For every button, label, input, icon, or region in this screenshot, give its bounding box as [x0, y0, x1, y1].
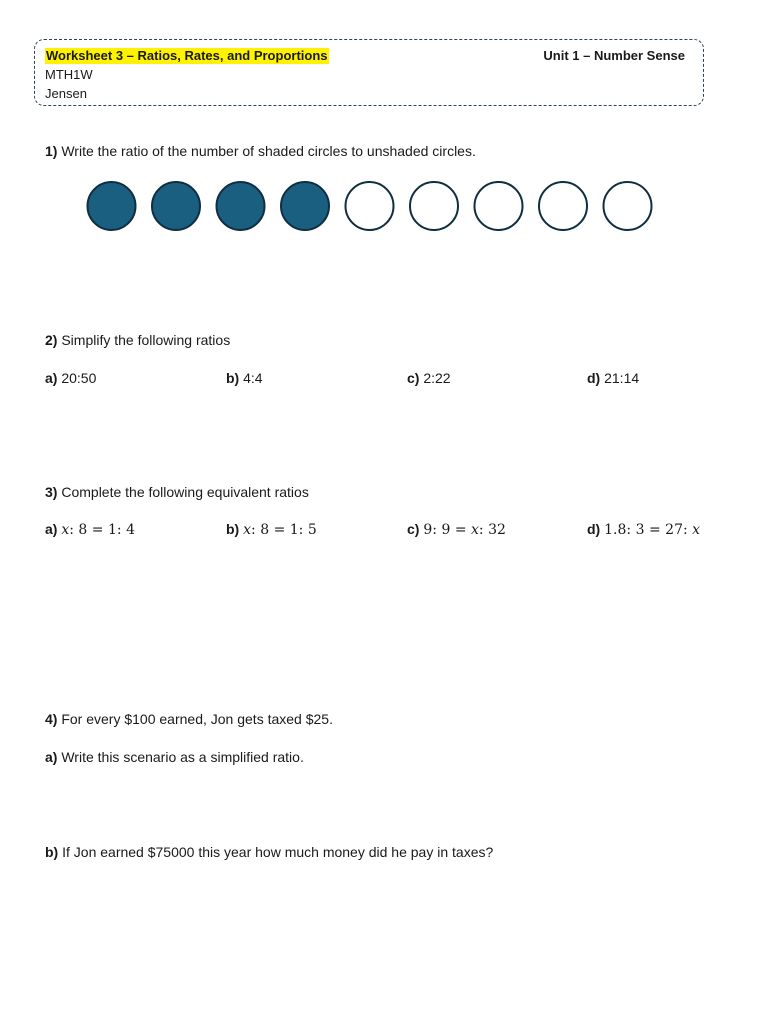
q2-part-b-label: b)	[226, 370, 240, 386]
q3-part-a	[45, 520, 135, 539]
question-2-parts	[45, 369, 725, 389]
question-4b	[45, 843, 493, 861]
q3-part-d-label: d)	[587, 521, 601, 537]
unit-label: Unit 1 – Number Sense	[543, 48, 685, 63]
question-4-number: 4)	[45, 711, 58, 727]
q2-part-c-label: c)	[407, 370, 420, 386]
shaded-circle	[88, 182, 136, 230]
question-4a	[45, 748, 304, 766]
question-3-text: Complete the following equivalent ratios	[61, 484, 309, 500]
unshaded-circle	[604, 182, 652, 230]
question-4b-text: If Jon earned $75000 this year how much money did he pay in taxes?	[62, 844, 494, 860]
q3-part-c	[407, 520, 506, 539]
unshaded-circle	[346, 182, 394, 230]
q2-part-c-value: 2:22	[423, 370, 451, 386]
shaded-circle	[217, 182, 265, 230]
shaded-circle	[281, 182, 329, 230]
q3-part-b-equation: x: 8 = 1: 5	[243, 522, 317, 538]
q2-part-d	[587, 369, 639, 387]
circle-row	[86, 180, 666, 234]
unshaded-circle	[539, 182, 587, 230]
worksheet-header	[34, 39, 704, 106]
q3-part-b	[226, 520, 317, 539]
q2-part-a-value: 20:50	[61, 370, 97, 386]
q2-part-a	[45, 369, 96, 387]
unshaded-circle	[475, 182, 523, 230]
question-4-text: For every $100 earned, Jon gets taxed $25.	[61, 711, 333, 727]
question-3	[45, 483, 309, 501]
worksheet-title: Worksheet 3 – Ratios, Rates, and Proportions	[46, 48, 328, 63]
question-3-number: 3)	[45, 484, 58, 500]
shaded-circle	[152, 182, 200, 230]
q3-part-b-label: b)	[226, 521, 240, 537]
unshaded-circle	[410, 182, 458, 230]
question-4b-label: b)	[45, 844, 59, 860]
course-code: MTH1W	[45, 67, 93, 82]
q3-part-c-label: c)	[407, 521, 420, 537]
question-1-text: Write the ratio of the number of shaded circles to unshaded circles.	[61, 143, 476, 159]
question-2	[45, 331, 230, 349]
q2-part-d-value: 21:14	[604, 370, 640, 386]
question-4a-text: Write this scenario as a simplified ratio.	[61, 749, 304, 765]
question-2-text: Simplify the following ratios	[61, 332, 231, 348]
q2-part-b-value: 4:4	[243, 370, 263, 386]
question-1-number: 1)	[45, 143, 58, 159]
q2-part-d-label: d)	[587, 370, 601, 386]
q2-part-b	[226, 369, 263, 387]
q3-part-a-label: a)	[45, 521, 58, 537]
q2-part-a-label: a)	[45, 370, 58, 386]
q3-part-a-equation: x: 8 = 1: 4	[61, 522, 135, 538]
q3-part-d-equation: 1.8: 3 = 27: x	[604, 522, 701, 538]
question-4a-label: a)	[45, 749, 58, 765]
question-3-parts	[45, 520, 725, 540]
q2-part-c	[407, 369, 451, 387]
q3-part-d	[587, 520, 700, 539]
question-2-number: 2)	[45, 332, 58, 348]
question-4	[45, 710, 333, 728]
question-1	[45, 142, 476, 160]
teacher-name: Jensen	[45, 86, 87, 101]
q3-part-c-equation: 9: 9 = x: 32	[423, 522, 506, 538]
